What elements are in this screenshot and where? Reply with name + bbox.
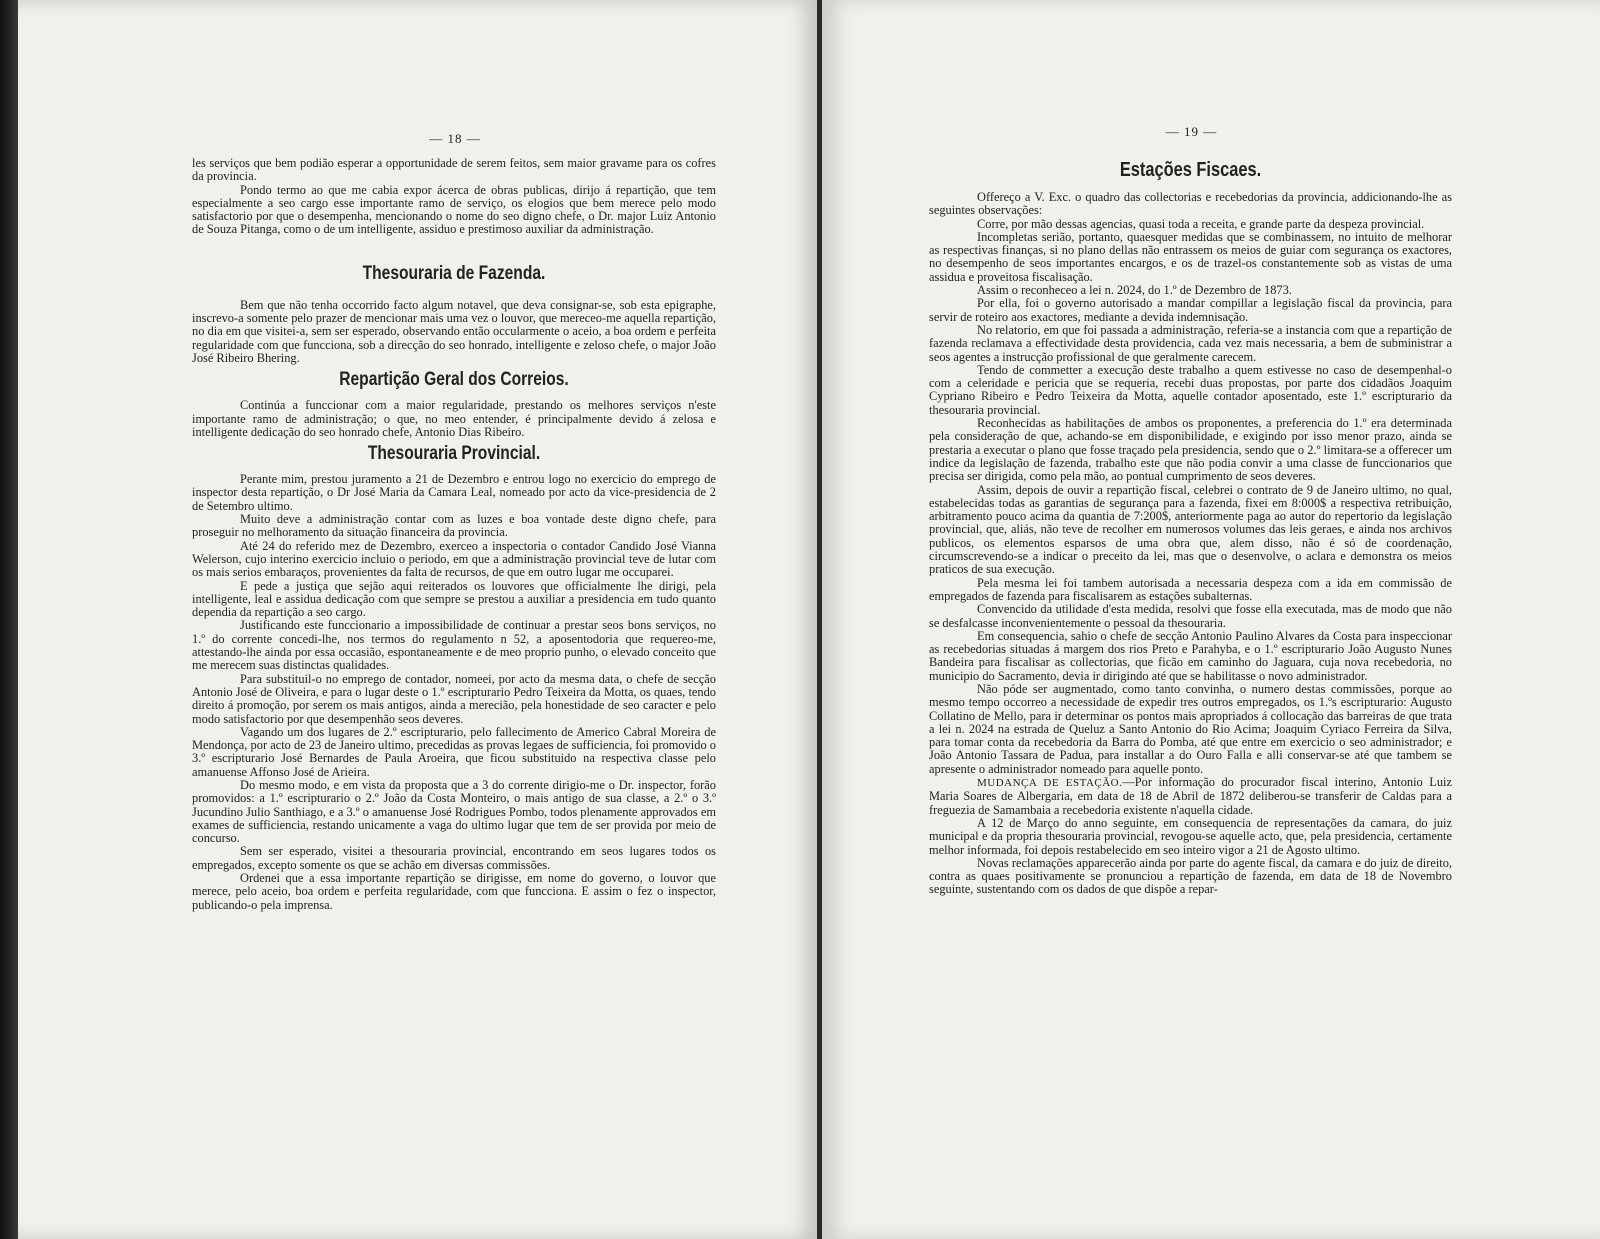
inline-text: —Por informação do procurador fiscal interino, Antonio Luiz Maria Soares de Albergaria, em data de 18 de Abril de 1872 deliberou-se transferir de Caldas para a freguezia de Samambaia a recebedoria existente n'aquella cidade. <box>929 775 1452 817</box>
paragraph: Assim, depois de ouvir a repartição fiscal, celebrei o contrato de 9 de Janeiro ultimo, no qual, estabelecidas todas as garantias de segurança para a fazenda, fixei em 8:000$ a respectiva retribuição, arbitramento pouco acima da quantia de 7:200$, anteriormente paga ao autor do repertorio da legislação provincial, que, aliás, não teve de recolher em numerosos volumes das leis geraes, e ainda nos archivos publicos, os elementos esparsos de uma obra que, alem disso, não é só de coordenação, circumscrevendo-se a indicar o preceito da lei, mas que o desenvolve, o aclara e demonstra os meios praticos de sua execução. <box>929 482 1452 577</box>
paragraph: Assim o reconheceo a lei n. 2024, do 1.º de Dezembro de 1873. <box>977 283 1292 298</box>
left-page <box>18 0 820 1239</box>
paragraph: Muito deve a administração contar com as luzes e boa vontade deste digno chefe, para proseguir no melhoramento da situação financeira da provincia. <box>192 512 716 540</box>
paragraph: Novas reclamações apparecerão ainda por parte do agente fiscal, da camara e do juiz de direito, contra as quaes positivamente se pronunciou a repartição de fazenda, em data de 18 de Novembro seguinte, sustentando com os dados de que dispõe a repar- <box>929 855 1452 897</box>
paragraph: Convencido da utilidade d'esta medida, resolvi que fosse ella executada, mas de modo que não se desfalcasse inconvenientemente o pessoal da thesouraria. <box>929 602 1452 630</box>
paragraph: Vagando um dos lugares de 2.º escripturario, pelo fallecimento de Americo Cabral Moreira de Mendonça, por acto de 23 de Janeiro ultimo, precedidas as provas legaes de sufficiencia, foi promovido o 3.º escripturario José Bernardes de Paula Aroeira, que ficou substituido na respectiva classe pelo amanuense Affonso José de Arieira. <box>192 724 716 779</box>
page-number-left: — 18 — <box>429 131 481 146</box>
paragraph: Em consequencia, sahio o chefe de secção Antonio Paulino Alvares da Costa para inspeccionar as recebedorias situadas á margem dos rios Preto e Parahyba, e o 1.º escripturario João Augusto Nunes Bandeira para fiscalisar as collectorias, que ficão em caminho do Jaguara, cuja nova recebedoria, no municipio do Sacramento, devia ir dirigindo até que se habilitasse o novo administrador. <box>929 628 1452 683</box>
paragraph: Justificando este funccionario a impossibilidade de continuar a prestar seos bons serviços, no 1.º do corrente concedi-lhe, nos termos do regulamento n 52, a aposentodoria que requereo-me, attestando-lhe ainda por essa occasião, espontaneamente e de meo proprio punho, o elevado conceito que me merecem suas distinctas qualidades. <box>192 618 716 673</box>
inline-subheading: MUDANÇA DE ESTAÇÃO. <box>977 777 1123 790</box>
paragraph: Sem ser esperado, visitei a thesouraria provincial, encontrando em seos lugares todos os empregados, excepto somente os que se achão em diversas commissões. <box>192 844 716 872</box>
paragraph: Incompletas serião, portanto, quaesquer medidas que se combinassem, no intuito de melhorar as respectivas finanças, si no plano dellas não entrassem os meios de guiar com segurança os exactores, no desempenho de seos importantes encargos, e os de trazel-os constantemente sob as vistas de uma assidua e proveitosa fiscalisação. <box>929 229 1452 284</box>
paragraph: Bem que não tenha occorrido facto algum notavel, que deva consignar-se, sob esta epigraphe, inscrevo-a somente pelo prazer de mencionar mais uma vez o louvor, que mereceo-me aquella repartição, no dia em que visitei-a, sem ser esperado, observando então occularmente o aceio, a boa ordem e perfeita regularidade com que funcciona, sob a direcção do seo honrado, intelligente e zeloso chefe, o major João José Ribeiro Bhering. <box>192 297 716 365</box>
book-edge <box>0 0 18 1239</box>
paragraph: Corre, por mão dessas agencias, quasi toda a receita, e grande parte da despeza provincial. <box>977 216 1425 231</box>
paragraph: Para substituil-o no emprego de contador, nomeei, por acto da mesma data, o chefe de secção Antonio José de Oliveira, e para o lugar deste o 1.º escripturario Pedro Teixeira da Motta, os quaes, tendo direito á promoção, por serem os mais antigos, ainda a merecião, pela honestidade de seo caracter e pelo modo satisfactorio por que desempenhão seos deveres. <box>192 671 716 726</box>
paragraph: Pela mesma lei foi tambem autorisada a necessaria despeza com a ida em commissão de empregados de fazenda para fiscalisarem as estações subalternas. <box>929 575 1452 603</box>
page-number-right: — 19 — <box>1165 124 1218 139</box>
paragraph: Tendo de commetter a execução deste trabalho a quem estivesse no caso de desempenhal-o com a celeridade e pericia que se requeria, recebi duas propostas, por parte dos cidadãos Joaquim Cypriano Ribeiro e Pedro Teixeira da Motta, aquelle contador aposentado, este 1.º escripturario da thesouraria provincial. <box>929 362 1452 417</box>
paragraph: No relatorio, em que foi passada a administração, referia-se a instancia com que a repartição de fazenda reclamava a effectividade desta providencia, cada vez mais necessaria, a bem de subministrar a seos agentes a instrucção profissional de que geralmente carecem. <box>929 322 1452 364</box>
section-heading: Estações Fiscaes. <box>1119 159 1262 181</box>
paragraph: Do mesmo modo, e em vista da proposta que a 3 do corrente dirigio-me o Dr. inspector, forão promovidos: a 1.º escripturario o 2.º João da Costa Monteiro, o mais antigo de sua classe, a 2.º o 3.º Jucundino Julio Santhiago, e a 3.º o amanuense José Rodrigues Pombo, todos plenamente approvados em exames de sufficiencia, restando unicamente a vaga do ultimo lugar que tem de ser provida por meio de concurso. <box>192 777 716 846</box>
paragraph: Até 24 do referido mez de Dezembro, exerceo a inspectoria o contador Candido José Vianna Welerson, cujo interino exercicio incluio o periodo, em que a administração provincial teve de lutar com os mais serios embaraços, provenientes da falta de recursos, de que em outro lugar me occuparei. <box>192 538 716 580</box>
paragraph: Por ella, foi o governo autorisado a mandar compillar a legislação fiscal da provincia, para servir de roteiro aos exactores, mediante a devida indemnisação. <box>929 296 1452 324</box>
right-text-column <box>929 157 1452 897</box>
paragraph: Pondo termo ao que me cabia expor ácerca de obras publicas, dirijo á repartição, que tem especialmente a seo cargo esse importante ramo de serviço, os elogios que bem merece pelo modo satisfactorio por que o desempenha, mencionando o nome do seo digno chefe, o Dr. major Luiz Antonio de Souza Pitanga, como o de um intelligente, assiduo e prestimoso auxiliar da administração. <box>192 182 716 237</box>
paragraph <box>929 776 1452 817</box>
paragraph: Continúa a funccionar com a maior regularidade, prestando os melhores serviços n'este importante ramo de administração; o que, no meo entender, é principalmente devido á zelosa e intelligente dedicação do seo honrado chefe, Antonio Dias Ribeiro. <box>192 398 716 439</box>
paragraph: A 12 de Março do anno seguinte, em consequencia de representações da camara, do juiz municipal e da propria thesouraria provincial, revogou-se aquelle acto, que, pela presidencia, certamente melhor informada, foi depois restabelecido em seo inteiro vigor a 21 de Agosto ultimo. <box>929 815 1452 857</box>
section-heading: Repartição Geral dos Correios. <box>339 369 569 391</box>
section-heading: Thesouraria de Fazenda. <box>362 262 546 284</box>
paragraph: les serviços que bem podião esperar a opportunidade de serem feitos, sem maior gravame para os cofres da provincia. <box>192 156 716 184</box>
paragraph: Reconhecidas as habilitações de ambos os proponentes, a preferencia do 1.º era determinada pela consideração de que, achando-se em disponibilidade, e exigindo por isso menor prazo, ainda se prestaria a executar o plano que fosse traçado pela presidencia, sendo que o 2.º limitara-se a offerecer um indice da legislação de fazenda, trabalho este que não podia convir a uma classe de funccionarios que precisa ser dirigida, como pela mão, ao pontual cumprimento de seos deveres. <box>929 416 1452 484</box>
paragraph: Ordenei que a essa importante repartição se dirigisse, em nome do governo, o louvor que merece, pelo aceio, boa ordem e perfeita regularidade, com que funcciona. E assim o fez o inspector, publicando-o pela imprensa. <box>192 871 716 912</box>
paragraph: Não póde ser augmentado, como tanto convinha, o numero destas commissões, porque ao mesmo tempo occorreo a necessidade de expedir tres outros empregados, os 1.ºs escripturario: Augusto Collatino de Mello, para ir determinar os pontos mais apropriados á collocação das barreiras de que trata a lei n. 2024 na estrada de Queluz a Santo Antonio do Rio Acima; Joaquim Cyriaco Ferreira da Silva, para tomar conta da recebedoria da Barra do Pomba, até que entre em exercicio o seo administrador; e João Antonio Tassara de Padua, para installar a do Ouro Falla e alli conservar-se até que tambem se apresente o administrador nomeado para aquelle ponto. <box>929 681 1452 776</box>
paragraph: E pede a justiça que sejão aqui reiterados os louvores que officialmente lhe dirigi, pela intelligente, leal e assidua dedicação com que sempre se prestou a auxiliar a presidencia em tudo quanto dependia da repartição a seo cargo. <box>192 578 716 620</box>
paragraph: Perante mim, prestou juramento a 21 de Dezembro e entrou logo no exercicio do emprego de inspector desta repartição, o Dr José Maria da Camara Leal, nomeado por acto da vice-presidencia de 2 de Setembro ultimo. <box>192 472 716 513</box>
paragraph: Offereço a V. Exc. o quadro das collectorias e recebedorias da provincia, addicionando-lhe as seguintes observações: <box>929 190 1452 218</box>
left-text-column <box>192 157 716 912</box>
section-heading: Thesouraria Provincial. <box>367 443 541 465</box>
right-page <box>822 0 1600 1239</box>
